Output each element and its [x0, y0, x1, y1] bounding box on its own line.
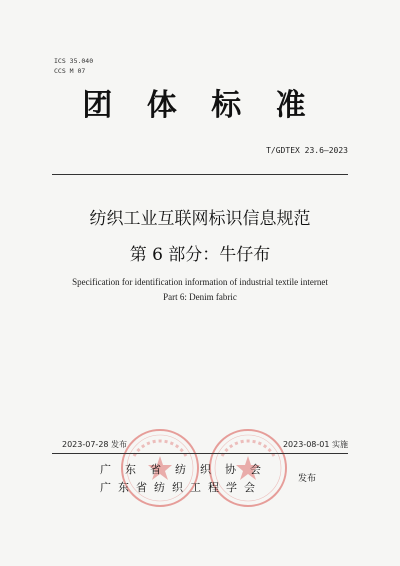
issuer-2: 广东省纺织工程学会	[100, 481, 262, 494]
publish-label: 发布	[298, 474, 317, 484]
title-english: Specification for identification information of industrial textile internet	[72, 277, 328, 287]
issuer-1: 广东省纺织协会	[100, 463, 275, 476]
standard-number: T/GDTEX 23.6—2023	[266, 146, 348, 155]
classification-codes	[54, 56, 93, 76]
top-divider	[52, 174, 348, 175]
part-title-english: Part 6: Denim fabric	[163, 292, 237, 302]
bottom-divider	[52, 453, 348, 454]
implement-date: 2023-08-01 实施	[282, 440, 348, 449]
part-title-chinese: 第 6 部分：牛仔布	[129, 245, 271, 265]
ics-code: ICS 35.040	[54, 57, 94, 65]
ccs-code: CCS M 07	[54, 67, 86, 75]
issue-date: 2023-07-28 发布	[62, 440, 128, 449]
title-chinese: 纺织工业互联网标识信息规范	[89, 209, 311, 229]
standard-type-heading: 团 体 标 准	[82, 88, 318, 123]
